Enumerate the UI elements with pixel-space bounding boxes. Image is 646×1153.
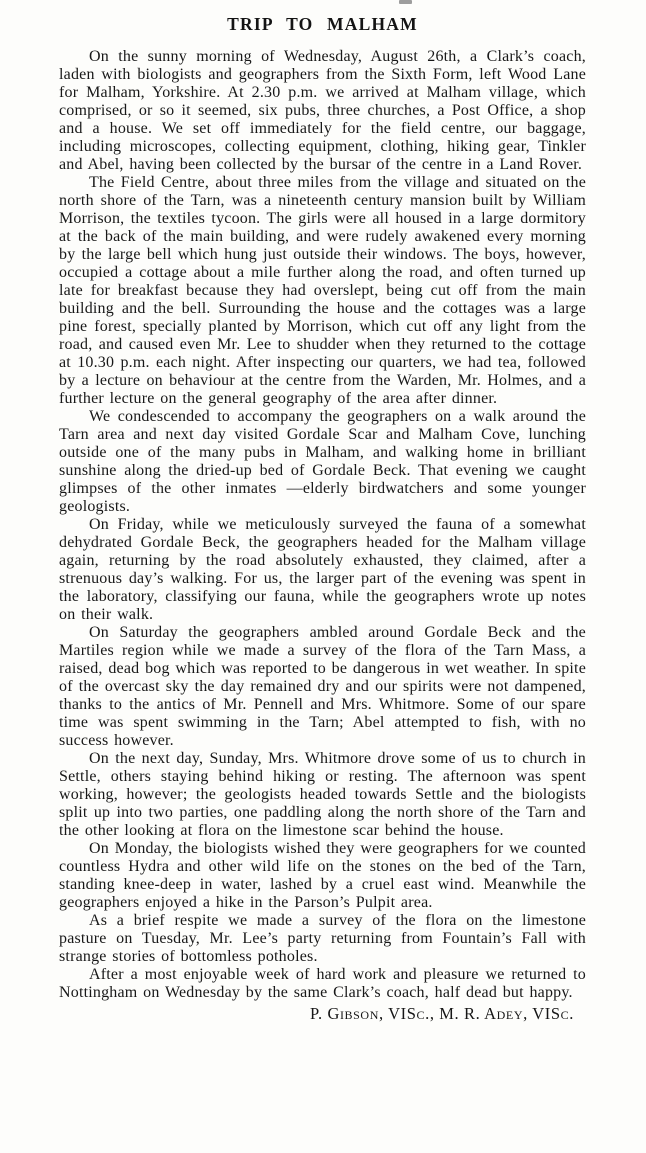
article-title: TRIP TO MALHAM (227, 14, 418, 34)
scan-artifact (399, 0, 412, 4)
paragraph: On the sunny morning of Wednesday, August 26th, a Clark’s coach, laden with biologists and geographers from the Sixth Form, left Wood Lane for Malham, Yorkshire. At 2.30 p.m. we arrived at Malham village, which comprised, or so it seemed, six pubs, three churches, a Post Office, a shop and a house. We set off immediately for the field centre, our baggage, including microscopes, collecting equipment, clothing, hiking gear, Tinkler and Abel, having been collected by the bursar of the centre in a Land Rover. (59, 48, 586, 173)
paragraph: On Friday, while we meticulously surveyed the fauna of a somewhat dehydrated Gordale Beck, the geographers headed for the Malham village again, returning by the road absolutely exhausted, they claimed, after a strenuous day’s walking. For us, the larger part of the evening was spent in the laboratory, classifying our fauna, while the geographers wrote up notes on their walk. (59, 516, 586, 623)
paragraph: On Monday, the biologists wished they were geographers for we counted countless Hydra and other wild life on the stones on the bed of the Tarn, standing knee-deep in water, lashed by a cruel east wind. Meanwhile the geographers enjoyed a hike in the Parson’s Pulpit area. (59, 840, 586, 911)
paragraph: We condescended to accompany the geographers on a walk around the Tarn area and next day visited Gordale Scar and Malham Cove, lunching outside one of the many pubs in Malham, and walking home in brilliant sunshine along the dried-up bed of Gordale Beck. That evening we caught glimpses of the other inmates —elderly birdwatchers and some younger geologists. (59, 408, 586, 515)
paragraph: As a brief respite we made a survey of the flora on the limestone pasture on Tuesday, Mr. Lee’s party returning from Fountain’s Fall with strange stories of bottomless potholes. (59, 912, 586, 965)
paragraph: After a most enjoyable week of hard work and pleasure we returned to Nottingham on Wednesday by the same Clark’s coach, half dead but happy. (59, 966, 586, 1001)
byline: P. Gibson, VISc., M. R. Adey, VISc. (310, 1004, 574, 1023)
paragraph: On Saturday the geographers ambled around Gordale Beck and the Martiles region while we made a survey of the flora of the Tarn Mass, a raised, dead bog which was reported to be dangerous in wet weather. In spite of the overcast sky the day remained dry and our spirits were not dampened, thanks to the antics of Mr. Pennell and Mrs. Whitmore. Some of our spare time was spent swimming in the Tarn; Abel attempted to fish, with no success however. (59, 624, 586, 749)
paragraph: The Field Centre, about three miles from the village and situated on the north shore of the Tarn, was a nineteenth century mansion built by William Morrison, the textiles tycoon. The girls were all housed in a large dormitory at the back of the main building, and were rudely awakened every morning by the large bell which hung just outside their windows. The boys, however, occupied a cottage about a mile further along the road, and often turned up late for breakfast because they had overslept, being cut off from the main building and the bell. Surrounding the house and the cottages was a large pine forest, specially planted by Morrison, which cut off any light from the road, and caused even Mr. Lee to shudder when they returned to the cottage at 10.30 p.m. each night. After inspecting our quarters, we had tea, followed by a lecture on behaviour at the centre from the Warden, Mr. Holmes, and a further lecture on the general geography of the area after dinner. (59, 174, 586, 407)
paragraph: On the next day, Sunday, Mrs. Whitmore drove some of us to church in Settle, others staying behind hiking or resting. The afternoon was spent working, however; the geologists headed towards Settle and the biologists split up into two parties, one paddling along the north shore of the Tarn and the other looking at flora on the limestone scar behind the house. (59, 750, 586, 839)
article-body (59, 48, 586, 1002)
